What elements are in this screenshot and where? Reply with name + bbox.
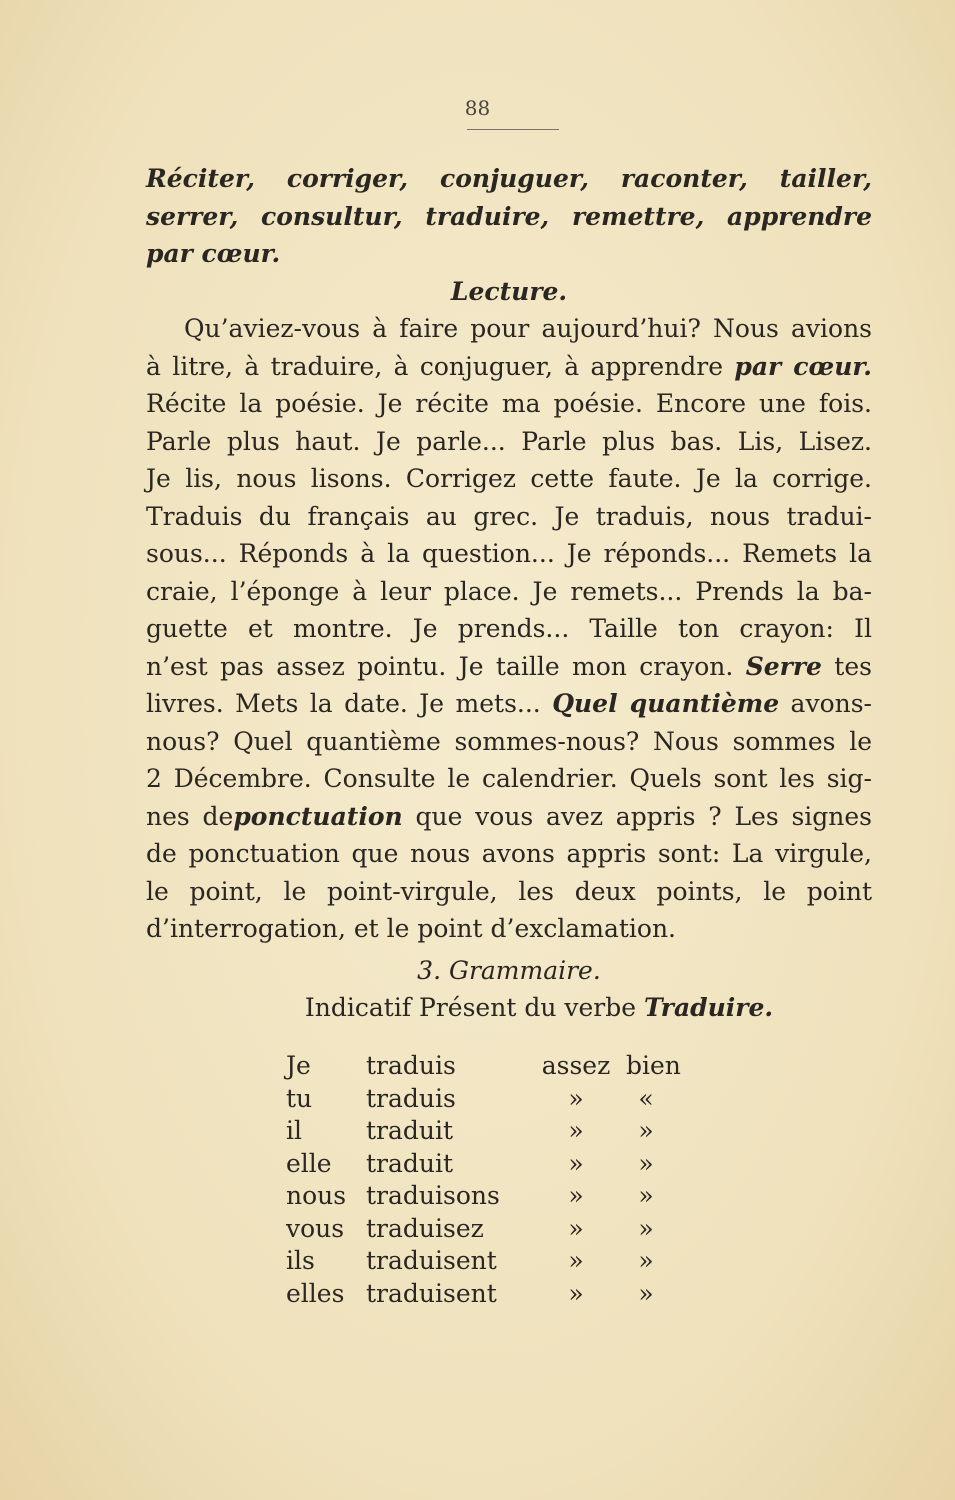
- pronoun: Je: [286, 1051, 311, 1080]
- verb: remettre,: [571, 201, 705, 231]
- text-line: Parle plus haut. Je parle... Parle plus bas. Lis, Lisez.: [146, 426, 872, 456]
- text-span: tes: [821, 651, 872, 681]
- ditto-mark: »: [638, 1148, 654, 1178]
- text-span: n’est pas assez pointu. Je taille mon crayon.: [146, 651, 734, 681]
- italic-span: Serre: [745, 651, 822, 681]
- ditto-mark: »: [568, 1083, 584, 1113]
- text-line: Je lis, nous lisons. Corrigez cette faute. Je la corrige.: [146, 464, 872, 493]
- ditto-mark: »: [568, 1213, 584, 1243]
- lecture-heading: Lecture.: [450, 276, 568, 306]
- text-line: d’interrogation, et le point d’exclamation.: [146, 914, 677, 943]
- grammar-heading: 3. Grammaire.: [417, 955, 601, 985]
- text-line: le point, le point-virgule, les deux points, le point: [146, 876, 872, 906]
- pronoun: ils: [286, 1246, 315, 1275]
- text-line: [146, 798, 872, 836]
- italic-span: Quel quantième: [552, 689, 780, 718]
- ditto-mark: »: [638, 1181, 654, 1210]
- verb-form: traduisons: [366, 1181, 500, 1210]
- verb-form: traduis: [366, 1051, 456, 1080]
- verb: tailler,: [779, 164, 872, 193]
- text-span: Indicatif Présent du verbe: [304, 993, 644, 1022]
- ditto-mark: »: [568, 1148, 584, 1178]
- verb-form: traduisez: [366, 1213, 484, 1243]
- verb: corriger,: [286, 164, 409, 193]
- italic-span: ponctuation: [233, 801, 403, 831]
- ditto-mark: »: [568, 1246, 584, 1275]
- text-line: [146, 685, 872, 723]
- text-line: craie, l’éponge à leur place. Je remets... Prends la ba-: [146, 576, 872, 606]
- ditto-mark: «: [638, 1083, 654, 1113]
- text-line: guette et montre. Je prends... Taille ton crayon: Il: [146, 614, 872, 643]
- text-line: [146, 648, 872, 686]
- text-line: sous... Réponds à la question... Je réponds... Remets la: [146, 539, 872, 568]
- verbs-line-3: par cœur.: [146, 239, 281, 268]
- verbs-line-1: [146, 160, 872, 198]
- verb-form: traduit: [366, 1116, 454, 1145]
- text-span: à litre, à traduire, à conjuguer, à apprendre: [146, 351, 724, 381]
- verb: conjuguer,: [440, 164, 589, 193]
- ditto-mark: »: [638, 1278, 654, 1308]
- text-span: livres. Mets la date. Je mets...: [146, 689, 541, 718]
- verb: Réciter,: [146, 164, 255, 193]
- page-number: 88: [464, 96, 491, 120]
- verb: consultur,: [261, 201, 403, 231]
- text-span: que vous avez appris ? Les signes: [402, 801, 872, 831]
- text-line: Traduis du français au grec. Je traduis, nous tradui-: [146, 501, 872, 531]
- table-row: [286, 1213, 666, 1246]
- text-line: [146, 348, 872, 386]
- italic-span: par cœur.: [734, 351, 872, 381]
- adverb: bien: [626, 1051, 681, 1080]
- ditto-mark: »: [568, 1116, 584, 1145]
- verb-form: traduis: [366, 1083, 456, 1113]
- table-row: [286, 1245, 666, 1278]
- page-number-rule: [467, 129, 559, 130]
- verb-form: traduit: [366, 1148, 454, 1178]
- ditto-mark: »: [638, 1246, 654, 1275]
- pronoun: il: [286, 1116, 302, 1145]
- table-row: [286, 1115, 666, 1148]
- verb: serrer,: [146, 201, 239, 231]
- ditto-mark: »: [568, 1181, 584, 1210]
- table-row: [286, 1180, 666, 1213]
- pronoun: elle: [286, 1148, 332, 1178]
- text-line: de ponctuation que nous avons appris sont: La virgule,: [146, 839, 872, 868]
- text-line: Qu’aviez-vous à faire pour aujourd’hui? Nous avions: [184, 314, 872, 343]
- table-row: [286, 1148, 666, 1181]
- table-row: [286, 1050, 681, 1083]
- ditto-mark: »: [568, 1278, 584, 1308]
- verb: traduire,: [425, 201, 550, 231]
- italic-span: Traduire.: [643, 993, 774, 1022]
- text-line: nous? Quel quantième sommes-nous? Nous sommes le: [146, 726, 872, 756]
- pronoun: vous: [286, 1213, 345, 1243]
- ditto-mark: »: [638, 1213, 654, 1243]
- table-row: [286, 1278, 666, 1311]
- page-body: [146, 160, 872, 1027]
- text-span: avons-: [779, 689, 873, 718]
- table-row: [286, 1083, 666, 1116]
- pronoun: nous: [286, 1181, 347, 1210]
- verbs-line-2: [146, 198, 872, 236]
- ditto-mark: »: [638, 1116, 654, 1145]
- pronoun: tu: [286, 1083, 313, 1113]
- grammar-subtitle: [146, 989, 872, 1027]
- verb: apprendre: [727, 201, 872, 231]
- verb: raconter,: [620, 164, 748, 193]
- adverb: assez: [541, 1051, 611, 1080]
- conjugation-table: [286, 1050, 681, 1310]
- verb-form: traduisent: [366, 1278, 497, 1308]
- text-span: nes de: [146, 801, 234, 831]
- text-line: Récite la poésie. Je récite ma poésie. Encore une fois.: [146, 389, 872, 418]
- verb-form: traduisent: [366, 1246, 497, 1275]
- pronoun: elles: [286, 1278, 345, 1308]
- text-line: 2 Décembre. Consulte le calendrier. Quels sont les sig-: [146, 764, 872, 793]
